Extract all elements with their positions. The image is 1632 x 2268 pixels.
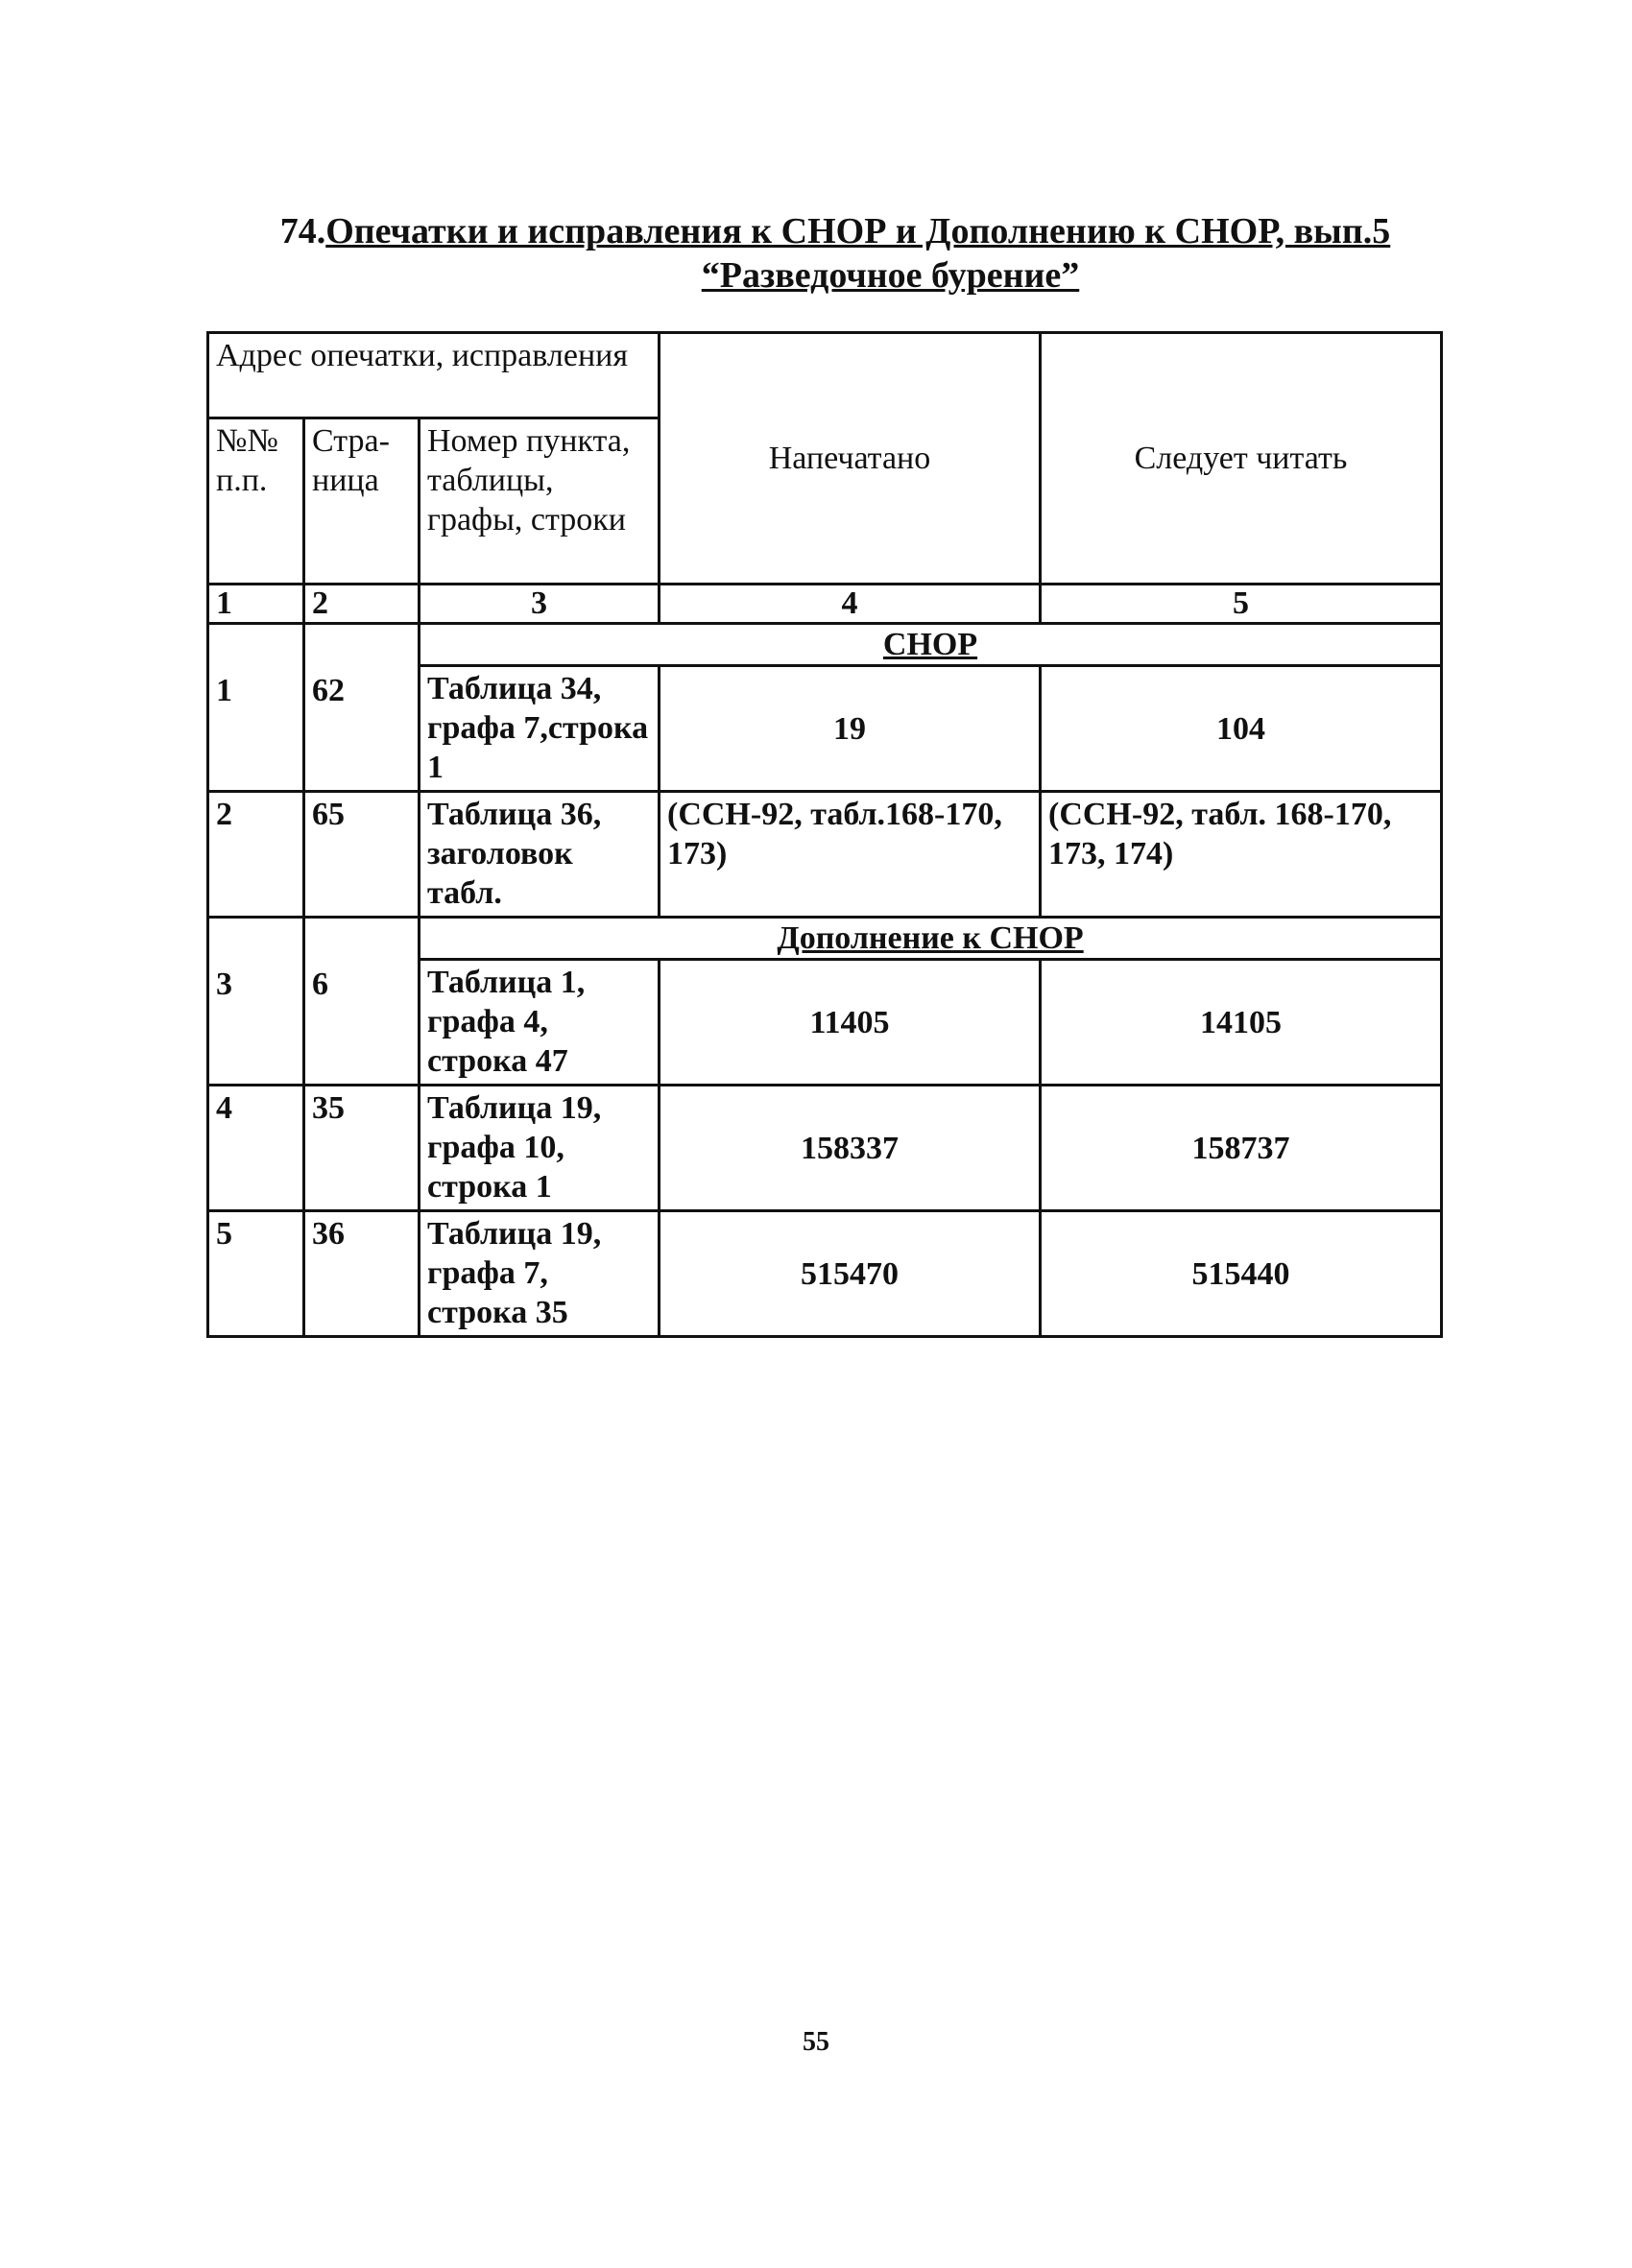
section-row-snor (208, 624, 1442, 666)
table-row-3-item: Таблица 1, графа 4, строка 47 (420, 960, 660, 1086)
index-cell-5: 5 (1041, 585, 1442, 624)
table-row-2-no: 2 (208, 792, 304, 918)
table-row-2 (208, 792, 1442, 918)
table-row-2-item: Таблица 36, заголовок табл. (420, 792, 660, 918)
table-row-5-item: Таблица 19, графа 7, строка 35 (420, 1211, 660, 1337)
table-row-4-correct: 158737 (1041, 1086, 1442, 1211)
header-col-page: Стра-ница (304, 418, 420, 585)
table-row-3-page: 6 (304, 918, 420, 1086)
errata-table (206, 331, 1443, 1338)
index-cell-2: 2 (304, 585, 420, 624)
table-row-4-printed: 158337 (660, 1086, 1041, 1211)
table-row-1-correct: 104 (1041, 666, 1442, 792)
page-number: 55 (803, 2027, 829, 2057)
table-row-5-no: 5 (208, 1211, 304, 1337)
table-row-4-page: 35 (304, 1086, 420, 1211)
index-row (208, 585, 1442, 624)
header-row-1 (208, 333, 1442, 418)
table-row-1-printed: 19 (660, 666, 1041, 792)
index-cell-1: 1 (208, 585, 304, 624)
table-row-4-item: Таблица 19, графа 10, строка 1 (420, 1086, 660, 1211)
table-row-2-correct: (ССН-92, табл. 168-170, 173, 174) (1041, 792, 1442, 918)
page-title (0, 209, 1632, 298)
table-row-4-no: 4 (208, 1086, 304, 1211)
index-cell-3: 3 (420, 585, 660, 624)
table-row-3-correct: 14105 (1041, 960, 1442, 1086)
table-row-1-item: Таблица 34, графа 7,строка 1 (420, 666, 660, 792)
table-row-5-correct: 515440 (1041, 1211, 1442, 1337)
title-line-1 (0, 209, 1632, 253)
header-col-item: Номер пункта, таблицы, графы, строки (420, 418, 660, 585)
header-col-no: №№ п.п. (208, 418, 304, 585)
section-row-supplement (208, 918, 1442, 960)
header-correct: Следует читать (1041, 333, 1442, 585)
table-row-2-printed: (ССН-92, табл.168-170, 173) (660, 792, 1041, 918)
section-title-snor: СНОР (420, 624, 1442, 666)
table-row-2-page: 65 (304, 792, 420, 918)
table-row-4 (208, 1086, 1442, 1211)
header-printed: Напечатано (660, 333, 1041, 585)
header-address-group: Адрес опечатки, исправления (208, 333, 660, 418)
title-text: Опечатки и исправления к СНОР и Дополнению к СНОР, вып.5 (325, 211, 1391, 251)
index-cell-4: 4 (660, 585, 1041, 624)
table-row-3-printed: 11405 (660, 960, 1041, 1086)
title-line-2: “Разведочное бурение” (701, 255, 1080, 296)
table-row-5 (208, 1211, 1442, 1337)
title-number: 74. (279, 211, 326, 251)
table-row-3-no: 3 (208, 918, 304, 1086)
table-row-1-no: 1 (208, 624, 304, 792)
table-row-1-page: 62 (304, 624, 420, 792)
table-row-5-printed: 515470 (660, 1211, 1041, 1337)
table-row-5-page: 36 (304, 1211, 420, 1337)
section-title-supplement: Дополнение к СНОР (420, 918, 1442, 960)
